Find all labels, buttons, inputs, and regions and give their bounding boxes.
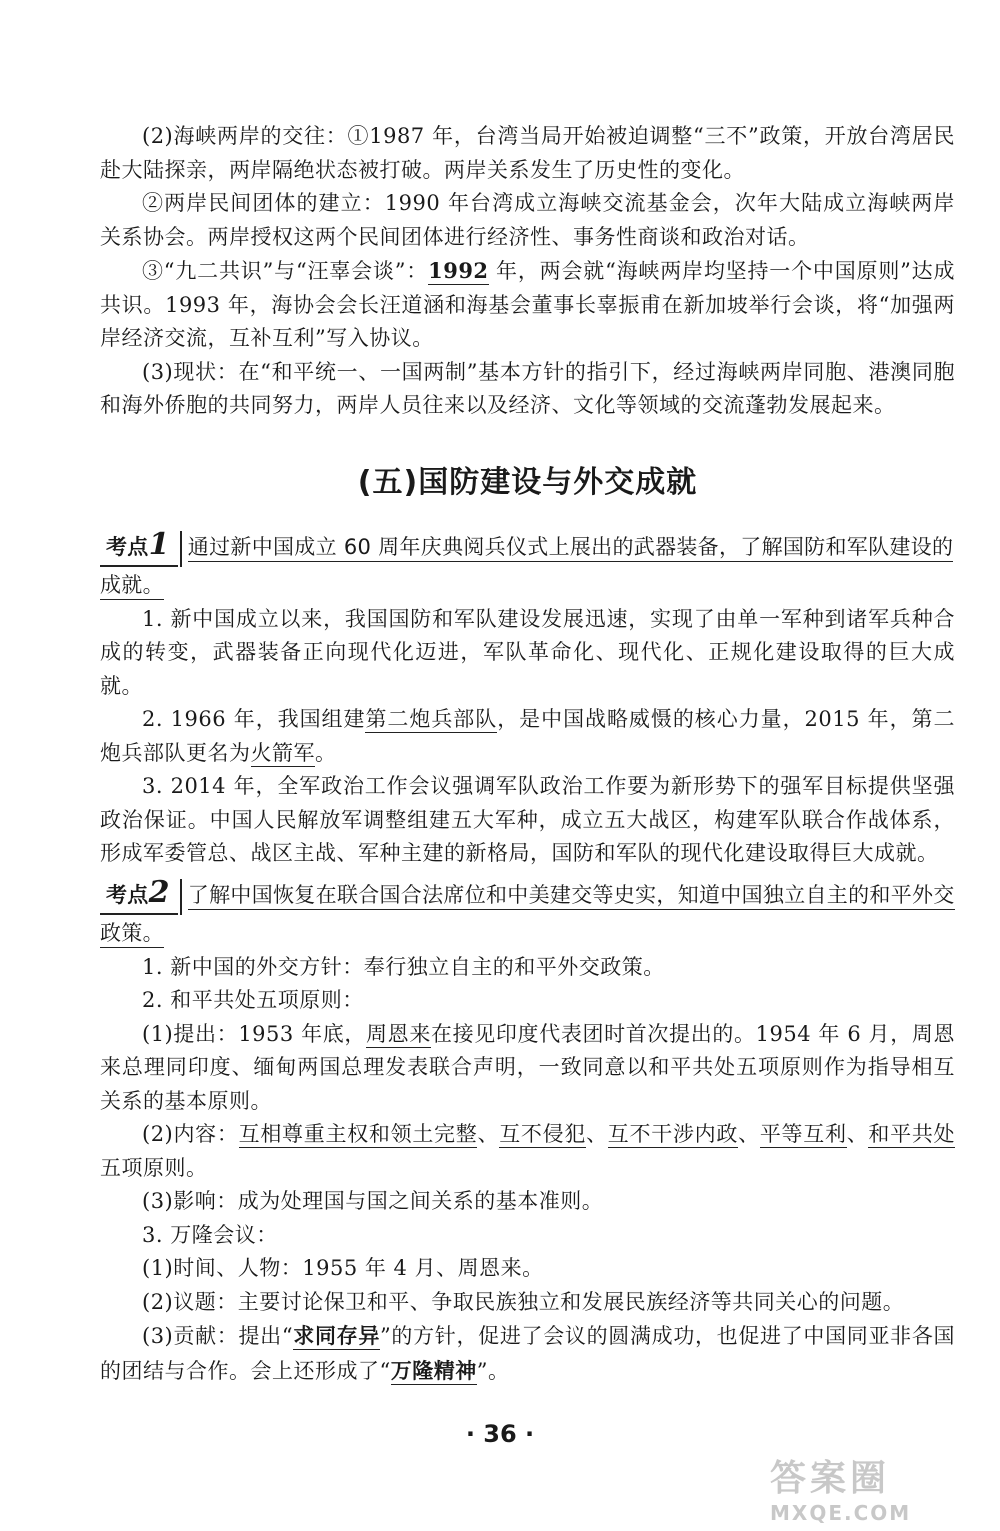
text-run: 3. 2014 年，全军政治工作会议强调军队政治工作要为新形势下的强军目标提供坚强政治保证。中国人民解放军调整组建五大军种，成立五大战区，构建军队联合作战体系，形成军委管总、战区主战、军种主建的新格局，国防和军队的现代化建设取得巨大成就。 — [100, 774, 955, 865]
underlined-keyword: 和平共处 — [868, 1122, 956, 1146]
underlined-keyword: 1992 — [428, 258, 489, 283]
kaodian-2 — [100, 875, 955, 951]
paragraph — [100, 951, 955, 985]
kaodian-1-badge — [100, 527, 178, 567]
kaodian-1-text: 通过新中国成立 60 周年庆典阅兵仪式上展出的武器装备，了解国防和军队建设的成就。 — [100, 535, 953, 600]
text-run: 、 — [846, 1122, 869, 1146]
kaodian-2-text: 了解中国恢复在联合国合法席位和中美建交等史实，知道中国独立自主的和平外交政策。 — [100, 883, 955, 948]
text-run: (3)现状：在“和平统一、一国两制”基本方针的指引下，经过海峡两岸同胞、港澳同胞和海外侨胞的共同努力，两岸人员往来以及经济、文化等领域的交流蓬勃发展起来。 — [100, 359, 955, 417]
underlined-keyword: 互相尊重主权和领土完整 — [238, 1122, 478, 1146]
text-run: (3)影响：成为处理国与国之间关系的基本准则。 — [142, 1189, 604, 1213]
watermark-text-bottom: MXQE.COM — [770, 1501, 912, 1525]
kaodian-2-number: 2 — [148, 874, 170, 910]
page-number: · 36 · — [465, 1420, 535, 1448]
paragraph — [100, 984, 955, 1018]
text-run: 、 — [738, 1122, 760, 1146]
paragraph — [100, 187, 955, 254]
text-run: 在接见印度代表团时首次提出的。1954 年 6 月，周恩来总理同印度、缅甸两国总理发表联合声明，一致同意以和平共处五项原则作为指导相互关系的基本原则。 — [100, 1021, 955, 1113]
paragraph — [100, 254, 955, 356]
text-run: 2. 和平共处五项原则： — [142, 988, 364, 1012]
paragraph — [100, 770, 955, 871]
underlined-keyword: 互不干涉内政 — [607, 1122, 739, 1146]
underlined-keyword: 第二炮兵部队 — [365, 707, 498, 731]
kaodian-1-number: 1 — [148, 526, 170, 562]
paragraph — [100, 1252, 955, 1286]
paragraph — [100, 703, 955, 770]
section-title: (五)国防建设与外交成就 — [357, 464, 698, 500]
text-run: ”。 — [476, 1358, 510, 1383]
text-run: 2. 1966 年，我国组建 — [142, 707, 366, 731]
text-run: ③“九二共识”与“汪辜会谈”： — [142, 259, 429, 283]
text-run: 五项原则。 — [100, 1155, 208, 1180]
paragraph — [100, 1319, 955, 1388]
underlined-keyword: 求同存异 — [293, 1323, 381, 1348]
text-run: (2)内容： — [142, 1122, 239, 1146]
kaodian-2-paragraphs — [100, 951, 955, 1389]
text-run: 1. 新中国成立以来，我国国防和军队建设发展迅速，实现了由单一军种到诸军兵种合成的转变，武器装备正向现代化迈进，军队革命化、现代化、正规化建设取得的巨大成就。 — [100, 606, 955, 698]
underlined-keyword: 火箭军 — [250, 740, 315, 765]
text-run: ”的方针，促进了会议的圆满成功，也促进了中国同亚非各国的团结与合作。会上还形成了“ — [100, 1324, 956, 1383]
underlined-keyword: 周恩来 — [366, 1021, 431, 1046]
paragraph — [100, 1118, 955, 1185]
text-run: (3)贡献：提出“ — [142, 1324, 294, 1348]
text-run: 3. 万隆会议： — [142, 1222, 278, 1247]
page-body — [100, 120, 955, 1388]
kaodian-1-label: 考点 — [106, 534, 149, 559]
text-run: 。 — [315, 740, 337, 765]
paragraph — [100, 356, 955, 423]
paragraph — [100, 1185, 955, 1219]
paragraph — [100, 1286, 955, 1320]
paragraph — [100, 120, 955, 187]
paragraph — [100, 603, 955, 704]
kaodian-1 — [100, 527, 955, 603]
text-run: (2)议题：主要讨论保卫和平、争取民族独立和发展民族经济等共同关心的问题。 — [142, 1289, 905, 1314]
text-run: ②两岸民间团体的建立：1990 年台湾成立海峡交流基金会，次年大陆成立海峡两岸关系协会。两岸授权这两个民间团体进行经济性、事务性商谈和政治对话。 — [100, 191, 955, 249]
text-run: 年，两会就“海峡两岸均坚持一个中国原则”达成共识。1993 年，海协会会长汪道涵和海基会董事长辜振甫在新加坡举行会谈，将“加强两岸经济交流，互补互利”写入协议。 — [100, 259, 955, 350]
watermark-logo — [770, 1450, 980, 1525]
text-run: 1. 新中国的外交方针：奉行独立自主的和平外交政策。 — [142, 954, 665, 979]
underlined-keyword: 互不侵犯 — [499, 1122, 587, 1146]
kaodian-1-paragraphs — [100, 603, 955, 871]
kaodian-2-badge — [100, 875, 178, 915]
text-run: ，是中国战略威慑的核心力量，2015 年，第二炮兵部队更名为 — [100, 707, 955, 765]
text-run: (1)时间、人物：1955 年 4 月、周恩来。 — [142, 1256, 544, 1280]
kaodian-2-label: 考点 — [106, 882, 149, 907]
text-run: (2)海峡两岸的交往：①1987 年，台湾当局开始被迫调整“三不”政策，开放台湾居民赴大陆探亲，两岸隔绝状态被打破。两岸关系发生了历史性的变化。 — [100, 124, 955, 182]
text-run: (1)提出：1953 年底， — [142, 1021, 367, 1046]
text-run: 、 — [477, 1122, 500, 1146]
underlined-keyword: 平等互利 — [759, 1122, 847, 1146]
underlined-keyword: 万隆精神 — [390, 1357, 477, 1383]
paragraph — [100, 1018, 955, 1119]
text-run: 、 — [586, 1122, 608, 1146]
watermark-text-top: 答案圈 — [770, 1458, 891, 1499]
top-paragraphs — [100, 120, 955, 423]
paragraph — [100, 1219, 955, 1253]
